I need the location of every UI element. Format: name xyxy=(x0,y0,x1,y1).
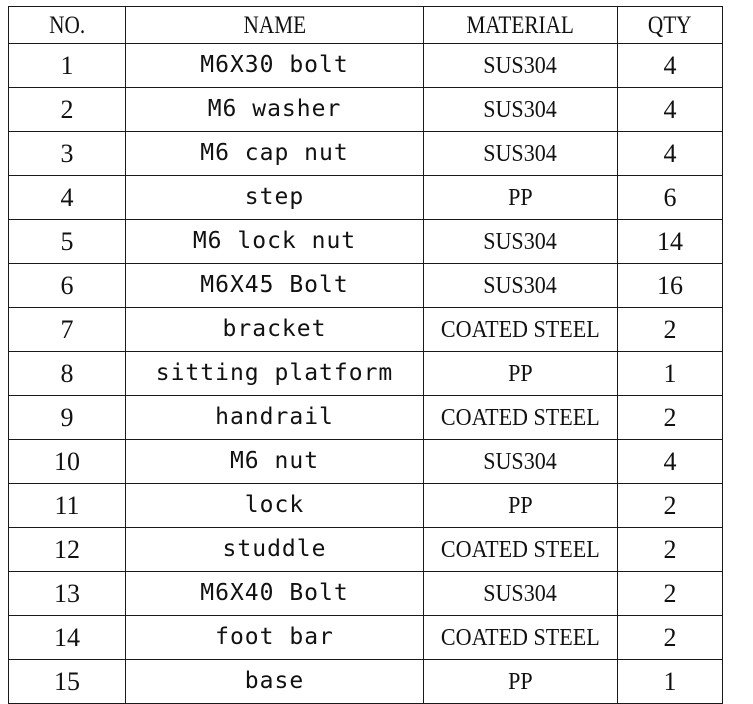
row-number-cell xyxy=(9,396,126,440)
row-number: 14 xyxy=(54,622,80,652)
header-name-label: NAME xyxy=(243,11,306,39)
part-name: handrail xyxy=(215,404,334,430)
part-qty: 14 xyxy=(657,226,683,256)
part-material-cell xyxy=(424,440,618,484)
header-no-label: NO. xyxy=(48,11,85,39)
part-material: SUS304 xyxy=(483,52,558,79)
table-row xyxy=(9,220,723,264)
table-body xyxy=(9,7,723,704)
header-qty-label: QTY xyxy=(648,11,692,39)
part-qty: 2 xyxy=(663,402,677,432)
row-number-cell xyxy=(9,308,126,352)
part-name: M6X40 Bolt xyxy=(200,580,349,606)
header-material-label: MATERIAL xyxy=(466,11,575,39)
part-name: studdle xyxy=(222,536,327,562)
table-row xyxy=(9,572,723,616)
row-number-cell xyxy=(9,44,126,88)
part-qty: 4 xyxy=(663,50,677,80)
part-name-cell xyxy=(126,44,424,88)
part-material-cell xyxy=(424,44,618,88)
part-name-cell xyxy=(126,132,424,176)
row-number: 3 xyxy=(60,138,74,168)
part-qty-cell xyxy=(618,308,723,352)
part-material-cell xyxy=(424,528,618,572)
part-qty: 2 xyxy=(663,490,677,520)
part-qty: 2 xyxy=(663,622,677,652)
table-row xyxy=(9,660,723,704)
part-material: SUS304 xyxy=(483,228,558,255)
part-qty-cell xyxy=(618,176,723,220)
part-qty: 2 xyxy=(663,314,677,344)
row-number: 7 xyxy=(60,314,74,344)
part-name-cell xyxy=(126,484,424,528)
part-name-cell xyxy=(126,308,424,352)
part-qty-cell xyxy=(618,528,723,572)
part-name: M6X30 bolt xyxy=(200,52,349,78)
row-number: 4 xyxy=(60,182,74,212)
table-row xyxy=(9,396,723,440)
row-number: 8 xyxy=(60,358,74,388)
row-number-cell xyxy=(9,352,126,396)
part-material: PP xyxy=(508,668,533,695)
part-material: SUS304 xyxy=(483,140,558,167)
part-material: COATED STEEL xyxy=(441,316,600,343)
part-material-cell xyxy=(424,308,618,352)
part-material: PP xyxy=(508,492,533,519)
row-number: 2 xyxy=(60,94,74,124)
part-qty: 1 xyxy=(663,358,677,388)
table-row xyxy=(9,440,723,484)
table-row xyxy=(9,352,723,396)
header-material xyxy=(424,7,618,44)
part-name: step xyxy=(244,184,305,210)
row-number: 10 xyxy=(54,446,80,476)
parts-list-table xyxy=(8,6,723,704)
part-qty: 16 xyxy=(657,270,683,300)
part-material-cell xyxy=(424,132,618,176)
table-row xyxy=(9,528,723,572)
row-number: 1 xyxy=(60,50,74,80)
row-number-cell xyxy=(9,484,126,528)
part-material-cell xyxy=(424,88,618,132)
row-number: 12 xyxy=(54,534,80,564)
row-number-cell xyxy=(9,572,126,616)
row-number: 15 xyxy=(54,666,80,696)
part-name-cell xyxy=(126,176,424,220)
row-number: 9 xyxy=(60,402,74,432)
part-name-cell xyxy=(126,220,424,264)
part-name: M6 cap nut xyxy=(200,140,349,166)
part-name: M6 lock nut xyxy=(192,228,357,254)
header-name xyxy=(126,7,424,44)
part-material-cell xyxy=(424,264,618,308)
part-material-cell xyxy=(424,220,618,264)
part-material: SUS304 xyxy=(483,448,558,475)
header-row xyxy=(9,7,723,44)
part-qty-cell xyxy=(618,220,723,264)
part-qty-cell xyxy=(618,440,723,484)
row-number-cell xyxy=(9,616,126,660)
part-material-cell xyxy=(424,660,618,704)
part-qty-cell xyxy=(618,132,723,176)
part-material: COATED STEEL xyxy=(441,624,600,651)
part-name-cell xyxy=(126,660,424,704)
part-material: SUS304 xyxy=(483,272,558,299)
part-name: lock xyxy=(244,492,305,518)
part-name: sitting platform xyxy=(155,360,394,386)
part-material-cell xyxy=(424,352,618,396)
part-material: SUS304 xyxy=(483,580,558,607)
table-row xyxy=(9,484,723,528)
part-qty-cell xyxy=(618,44,723,88)
part-material: COATED STEEL xyxy=(441,404,600,431)
part-qty-cell xyxy=(618,572,723,616)
part-material: SUS304 xyxy=(483,96,558,123)
part-name-cell xyxy=(126,616,424,660)
part-qty: 4 xyxy=(663,446,677,476)
row-number-cell xyxy=(9,132,126,176)
header-no xyxy=(9,7,126,44)
part-name-cell xyxy=(126,352,424,396)
part-qty-cell xyxy=(618,88,723,132)
part-name-cell xyxy=(126,528,424,572)
part-name-cell xyxy=(126,396,424,440)
part-material-cell xyxy=(424,484,618,528)
row-number-cell xyxy=(9,440,126,484)
part-qty-cell xyxy=(618,616,723,660)
row-number-cell xyxy=(9,176,126,220)
part-material-cell xyxy=(424,176,618,220)
part-qty: 4 xyxy=(663,94,677,124)
row-number: 5 xyxy=(60,226,74,256)
part-qty-cell xyxy=(618,396,723,440)
row-number-cell xyxy=(9,220,126,264)
part-name: base xyxy=(244,668,305,694)
part-name-cell xyxy=(126,88,424,132)
part-material-cell xyxy=(424,616,618,660)
part-qty: 4 xyxy=(663,138,677,168)
part-qty: 1 xyxy=(663,666,677,696)
part-name-cell xyxy=(126,572,424,616)
part-name: foot bar xyxy=(215,624,334,650)
part-name: M6 washer xyxy=(207,96,342,122)
part-material: PP xyxy=(508,184,533,211)
table-row xyxy=(9,176,723,220)
part-qty-cell xyxy=(618,484,723,528)
table-row xyxy=(9,308,723,352)
table-row xyxy=(9,264,723,308)
row-number: 11 xyxy=(54,490,80,520)
row-number-cell xyxy=(9,528,126,572)
part-qty: 2 xyxy=(663,578,677,608)
part-material-cell xyxy=(424,396,618,440)
part-name-cell xyxy=(126,264,424,308)
part-qty-cell xyxy=(618,352,723,396)
row-number-cell xyxy=(9,88,126,132)
table-row xyxy=(9,132,723,176)
part-material: COATED STEEL xyxy=(441,536,600,563)
row-number: 6 xyxy=(60,270,74,300)
part-name: M6 nut xyxy=(229,448,320,474)
table-row xyxy=(9,616,723,660)
part-qty: 2 xyxy=(663,534,677,564)
row-number-cell xyxy=(9,660,126,704)
part-material: PP xyxy=(508,360,533,387)
part-name: bracket xyxy=(222,316,327,342)
part-qty-cell xyxy=(618,264,723,308)
row-number: 13 xyxy=(54,578,80,608)
table-row xyxy=(9,44,723,88)
part-name: M6X45 Bolt xyxy=(200,272,349,298)
table-row xyxy=(9,88,723,132)
header-qty xyxy=(618,7,723,44)
part-qty-cell xyxy=(618,660,723,704)
part-material-cell xyxy=(424,572,618,616)
part-name-cell xyxy=(126,440,424,484)
part-qty: 6 xyxy=(663,182,677,212)
row-number-cell xyxy=(9,264,126,308)
